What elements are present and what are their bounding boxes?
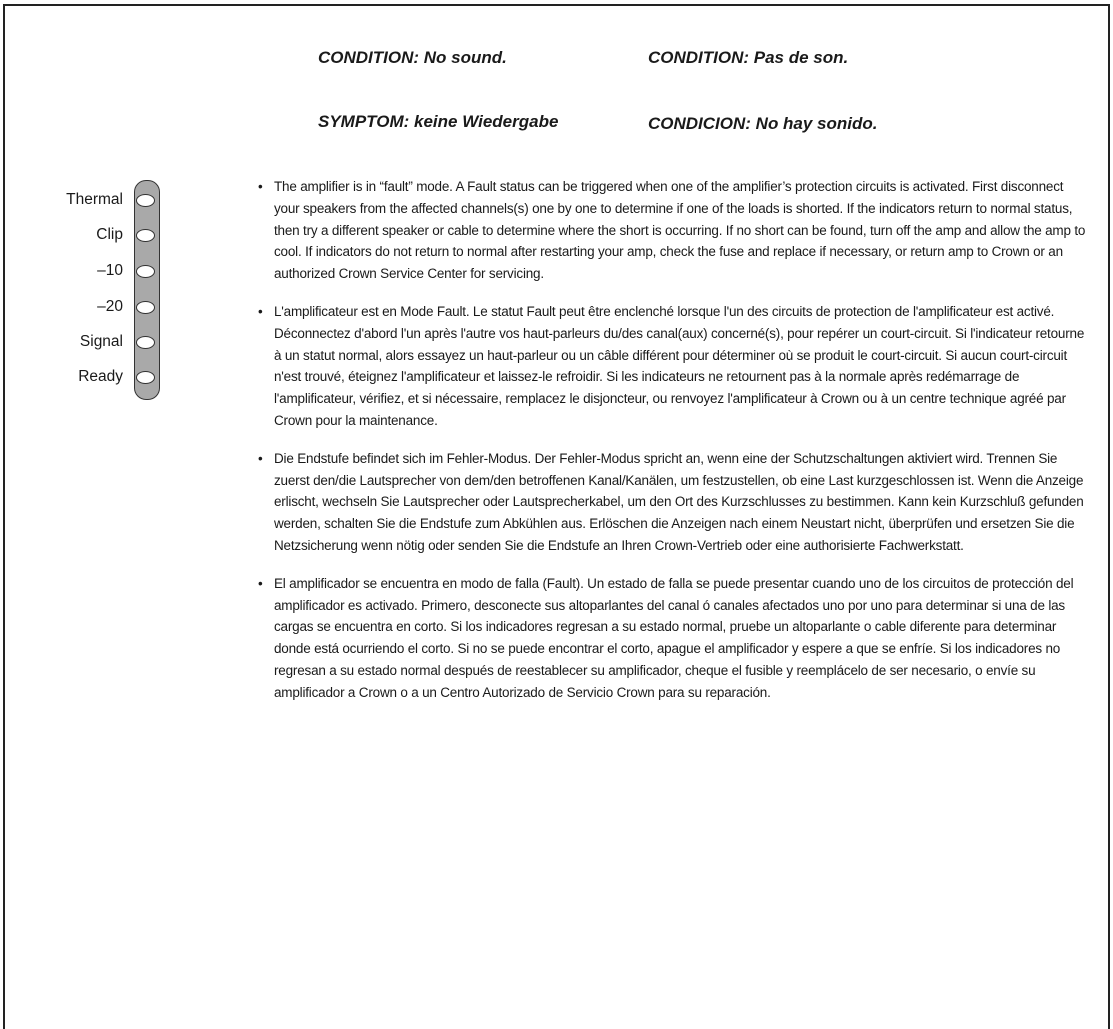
indicator-label-minus10: –10 xyxy=(97,262,123,279)
indicator-panel xyxy=(0,178,170,400)
paragraph-spanish xyxy=(258,573,1090,704)
ready-led-icon xyxy=(136,371,155,384)
heading-french: CONDITION: Pas de son. xyxy=(648,48,849,67)
heading-spanish: CONDICION: No hay sonido. xyxy=(648,114,878,133)
minus10-led-icon xyxy=(136,265,155,278)
paragraph-german-text: Die Endstufe befindet sich im Fehler-Modus. Der Fehler-Modus spricht an, wenn eine der Schutzschaltungen aktiviert wird. Trennen Sie zuerst den/die Lautsprecher von dem/den betroffenen Kanal/Kanälen, um festzustellen, ob eine Last kurzgeschlossen ist. Wenn die Anzeige erlischt, wechseln Sie Lautsprecher oder Lautsprecherkabel, um den Ort des Kurzschlusses zu bestimmen. Kann kein Kurzschluß gefunden werden, schalten Sie die Endstufe zum Abkühlen aus. Erlöschen die Anzeigen nach einem Neustart nicht, überprüfen und ersetzen Sie die Netzsicherung wenn nötig oder senden Sie die Endstufe an Ihren Crown-Vertrieb oder eine authorisierte Fachwerkstatt. xyxy=(274,450,1084,553)
indicator-label-minus20: –20 xyxy=(97,298,123,315)
indicator-label-thermal: Thermal xyxy=(66,191,123,208)
paragraph-french xyxy=(258,301,1090,432)
clip-led-icon xyxy=(136,229,155,242)
indicator-label-clip: Clip xyxy=(96,226,123,243)
signal-led-icon xyxy=(136,336,155,349)
thermal-led-icon xyxy=(136,194,155,207)
indicator-track xyxy=(134,180,160,400)
bullet-icon: • xyxy=(258,179,263,194)
bullet-icon: • xyxy=(258,575,263,591)
indicator-label-signal: Signal xyxy=(79,333,123,350)
troubleshooting-list xyxy=(258,176,1090,720)
indicator-label-ready: Ready xyxy=(78,368,123,385)
paragraph-spanish-text: El amplificador se encuentra en modo de falla (Fault). Un estado de falla se puede presentar cuando uno de los circuitos de protección del amplificador es activado. Primero, desconecte sus altoparlantes del canal ó canales afectados uno por uno para determinar si una de las cargas se encuentra en corto. Si los indicadores regresan a su estado normal, pruebe un altoparlante o cable diferente para determinar donde está ocurriendo el corto. Si no se puede encontrar el corto, apague el amplificador y espere a que se enfríe. Si los indicadores no regresan a su estado normal después de reestablecer su amplificador, cheque el fusible y reemplácelo de ser necesario, o envíe su amplificador a Crown o a un Centro Autorizado de Servicio Crown para su reparación. xyxy=(274,575,1074,700)
paragraph-french-text: L'amplificateur est en Mode Fault. Le statut Fault peut être enclenché lorsque l'un des circuits de protection de l'amplificateur est activé. Déconnectez d'abord l'un après l'autre vos haut-parleurs du/des canal(aux) concerné(s), pour repérer un court-circuit. Si l'indicateur retourne à un statut normal, alors essayez un haut-parleur ou un câble différent pour déterminer où se produit le court-circuit. Si aucun court-circuit n'est trouvé, éteignez l'amplificateur et laissez-le refroidir. Si les indicateurs ne retournent pas à la normale après redémarrage de l'amplificateur, vérifiez, et si nécessaire, remplacez le disjoncteur, ou renvoyez l'amplificateur à Crown ou à un centre technique agréé par Crown pour la maintenance. xyxy=(274,303,1085,428)
heading-german: SYMPTOM: keine Wiedergabe xyxy=(318,112,559,131)
heading-english: CONDITION: No sound. xyxy=(318,48,507,67)
bullet-icon: • xyxy=(258,450,263,466)
paragraph-german xyxy=(258,448,1090,557)
paragraph-english-text: The amplifier is in “fault” mode. A Fault status can be triggered when one of the amplifier’s protection circuits is activated. First disconnect your speakers from the affected channels(s) one by one to determine if one of the loads is shorted. If the indicators return to normal status, then try a different speaker or cable to determine where the short is occurring. If no short can be found, turn off the amp and allow the amp to cool. If indicators do not return to normal after restarting your amp, check the fuse and replace if necessary, or return amp to Crown or an authorized Crown Service Center for servicing. xyxy=(274,179,1086,282)
paragraph-english xyxy=(258,176,1090,285)
minus20-led-icon xyxy=(136,301,155,314)
bullet-icon: • xyxy=(258,303,263,319)
